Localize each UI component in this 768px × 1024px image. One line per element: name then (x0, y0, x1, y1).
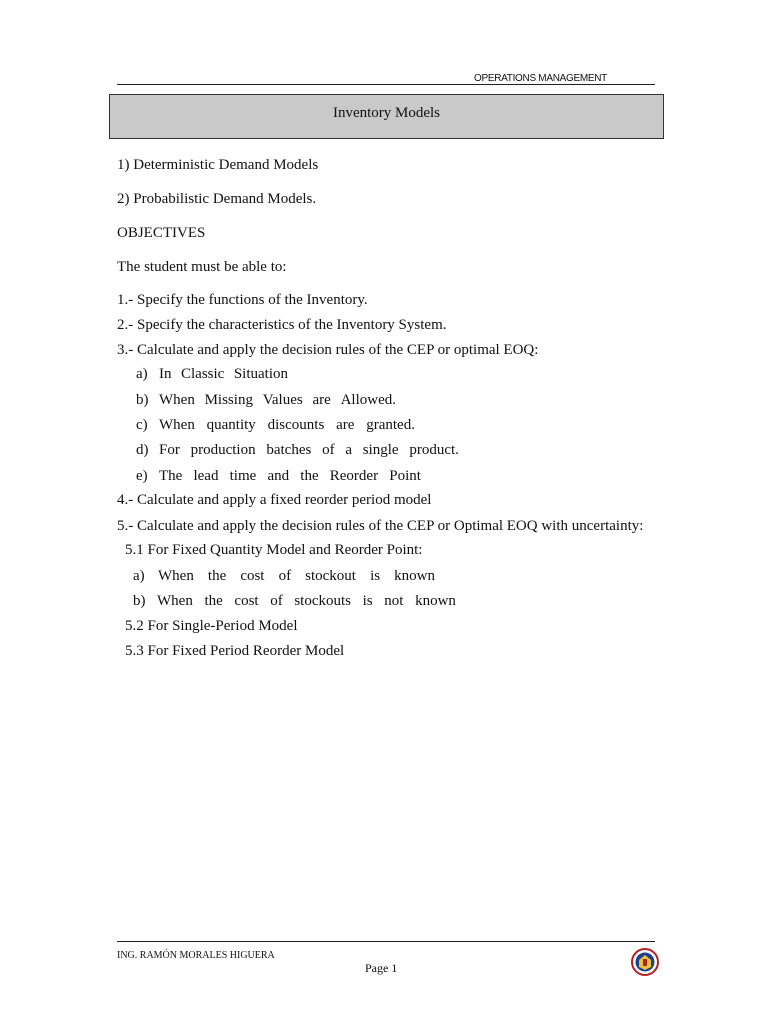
subsection-5-2: 5.2 For Single-Period Model (125, 618, 298, 634)
list-item-word: cost (240, 568, 265, 584)
list-item-word: is (362, 593, 373, 609)
list-item-word: are (336, 417, 355, 433)
header-course-title: OPERATIONS MANAGEMENT (474, 73, 607, 84)
list-item-word: Values (262, 392, 303, 408)
list-item-letter: b) (136, 392, 149, 408)
model-1: 1) Deterministic Demand Models (117, 157, 319, 173)
list-item-word: of (278, 568, 292, 584)
footer-author: ING. RAMÓN MORALES HIGUERA (117, 950, 275, 961)
objective-1: 1.- Specify the functions of the Inventory. (117, 292, 368, 308)
list-item-letter: d) (136, 442, 149, 458)
objective-2: 2.- Specify the characteristics of the Inventory System. (117, 317, 447, 333)
list-item-word: batches (266, 442, 312, 458)
list-item-word: product. (409, 442, 459, 458)
page-number: Page 1 (365, 961, 398, 975)
list-item-word: is (370, 568, 381, 584)
list-item-word: When (159, 417, 195, 433)
list-item-word: stockout (305, 568, 356, 584)
list-item (159, 442, 459, 459)
list-item-word: Missing (204, 392, 253, 408)
list-item-word: production (190, 442, 256, 458)
list-item-word: lead (193, 468, 219, 484)
university-seal-icon (631, 948, 659, 976)
list-item-word: Reorder (329, 468, 379, 484)
list-item-letter: a) (133, 568, 145, 584)
list-item-word: known (415, 593, 456, 609)
list-item (159, 468, 421, 485)
objective-3: 3.- Calculate and apply the decision rules of the CEP or optimal EOQ: (117, 342, 539, 358)
list-item-word: and (267, 468, 290, 484)
list-item (158, 568, 435, 585)
list-item-letter: b) (133, 593, 146, 609)
list-item-word: cost (234, 593, 259, 609)
list-item-word: In (159, 366, 172, 382)
list-item-word: Situation (233, 366, 288, 382)
list-item-word: Point (389, 468, 421, 484)
list-item-word: of (322, 442, 335, 458)
list-item-word: When (157, 593, 193, 609)
list-item-word: For (159, 442, 180, 458)
list-item-letter: e) (136, 468, 148, 484)
list-item-word: The (159, 468, 183, 484)
list-item-word: of (270, 593, 283, 609)
objectives-heading: OBJECTIVES (117, 225, 206, 241)
list-item-word: Allowed. (340, 392, 396, 408)
model-2: 2) Probabilistic Demand Models. (117, 191, 317, 207)
list-item-word: stockouts (294, 593, 351, 609)
list-item-word: When (158, 568, 194, 584)
list-item-word: known (394, 568, 435, 584)
list-item-word: time (229, 468, 257, 484)
list-item-letter: c) (136, 417, 148, 433)
list-item-word: When (159, 392, 195, 408)
list-item-word: a (345, 442, 352, 458)
subsection-5-3: 5.3 For Fixed Period Reorder Model (125, 643, 345, 659)
header-rule (117, 84, 655, 85)
list-item-word: the (204, 593, 223, 609)
list-item-word: not (384, 593, 404, 609)
list-item-word: Classic (180, 366, 225, 382)
objective-4: 4.- Calculate and apply a fixed reorder period model (117, 492, 432, 508)
list-item-word: quantity (206, 417, 256, 433)
footer-rule (117, 941, 655, 942)
subsection-5-1: 5.1 For Fixed Quantity Model and Reorder Point: (125, 542, 423, 558)
title-box (109, 94, 664, 139)
list-item-word: the (300, 468, 319, 484)
objective-5: 5.- Calculate and apply the decision rules of the CEP or Optimal EOQ with uncertainty: (117, 518, 644, 534)
list-item-word: granted. (366, 417, 415, 433)
list-item-letter: a) (136, 366, 148, 382)
objectives-intro: The student must be able to: (117, 259, 287, 275)
document-title: Inventory Models (332, 105, 441, 121)
list-item (159, 392, 396, 409)
list-item-word: discounts (267, 417, 325, 433)
list-item-word: single (362, 442, 399, 458)
list-item (157, 593, 456, 610)
list-item-word: the (207, 568, 227, 584)
list-item (159, 366, 288, 383)
list-item (159, 417, 415, 434)
list-item-word: are (312, 392, 331, 408)
